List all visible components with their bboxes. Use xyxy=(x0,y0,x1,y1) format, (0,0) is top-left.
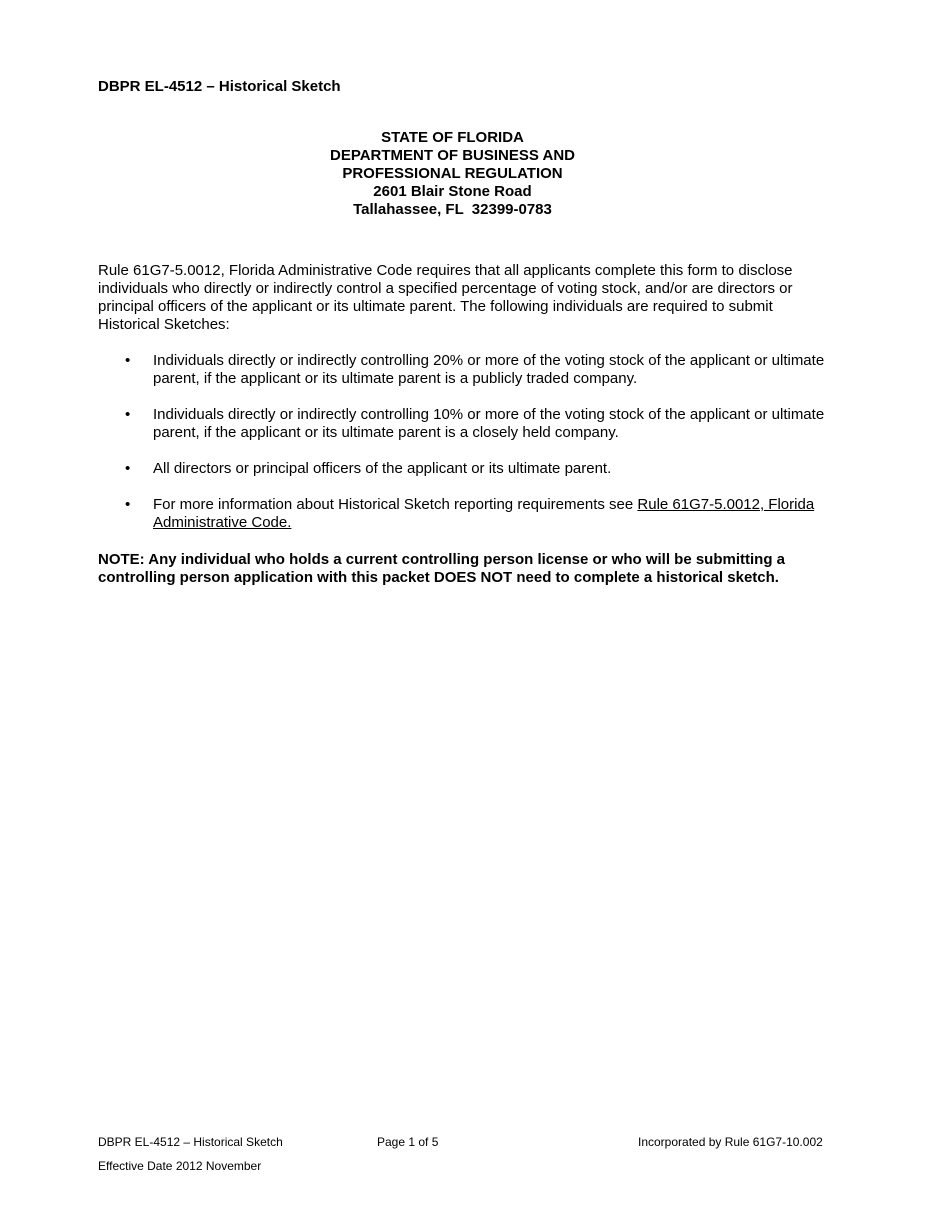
list-item-text: All directors or principal officers of the applicant or its ultimate parent. xyxy=(153,460,612,477)
info-text: For more information about Historical Sketch reporting requirements see xyxy=(153,496,638,513)
list-item xyxy=(98,352,858,388)
agency-city: Tallahassee, FL 32399-0783 xyxy=(353,201,552,218)
list-item xyxy=(98,496,858,532)
bullet-icon: • xyxy=(125,406,131,423)
list-item-text: Individuals directly or indirectly controlling 20% or more of the voting stock of the applicant or ultimate parent, if the applicant or its ultimate parent is a publicly traded company. xyxy=(153,352,825,387)
agency-department-cont: PROFESSIONAL REGULATION xyxy=(342,165,563,182)
list-item-text: Individuals directly or indirectly controlling 10% or more of the voting stock of the applicant or ultimate parent, if the applicant or its ultimate parent is a closely held company. xyxy=(153,406,825,441)
requirements-list xyxy=(98,352,858,550)
list-item xyxy=(98,406,858,442)
intro-paragraph: Rule 61G7-5.0012, Florida Administrative Code requires that all applicants complete this form to disclose individuals who directly or indirectly control a specified percentage of voting stock, and/or are directors or principal officers of the applicant or its ultimate parent. The following individuals are required to submit Historical Sketches: xyxy=(98,262,793,333)
bullet-icon: • xyxy=(125,460,131,477)
form-title: DBPR EL-4512 – Historical Sketch xyxy=(98,78,341,95)
footer-incorporated: Incorporated by Rule 61G7-10.002 xyxy=(638,1135,823,1149)
footer-form-name: DBPR EL-4512 – Historical Sketch xyxy=(98,1135,283,1149)
bullet-icon: • xyxy=(125,496,131,513)
bullet-icon: • xyxy=(125,352,131,369)
agency-street: 2601 Blair Stone Road xyxy=(373,183,532,200)
footer-effective-date: Effective Date 2012 November xyxy=(98,1159,262,1173)
agency-address-block xyxy=(0,129,905,219)
list-item xyxy=(98,460,858,478)
rule-link[interactable]: Rule 61G7-5.0012, Florida Administrative Code. xyxy=(153,496,815,531)
footer-page-number: Page 1 of 5 xyxy=(377,1135,439,1149)
agency-department: DEPARTMENT OF BUSINESS AND xyxy=(329,147,575,164)
agency-state: STATE OF FLORIDA xyxy=(381,129,524,146)
note-text: NOTE: Any individual who holds a current controlling person license or who will be submitting a controlling person application with this packet DOES NOT need to complete a historical sketch. xyxy=(98,551,786,586)
